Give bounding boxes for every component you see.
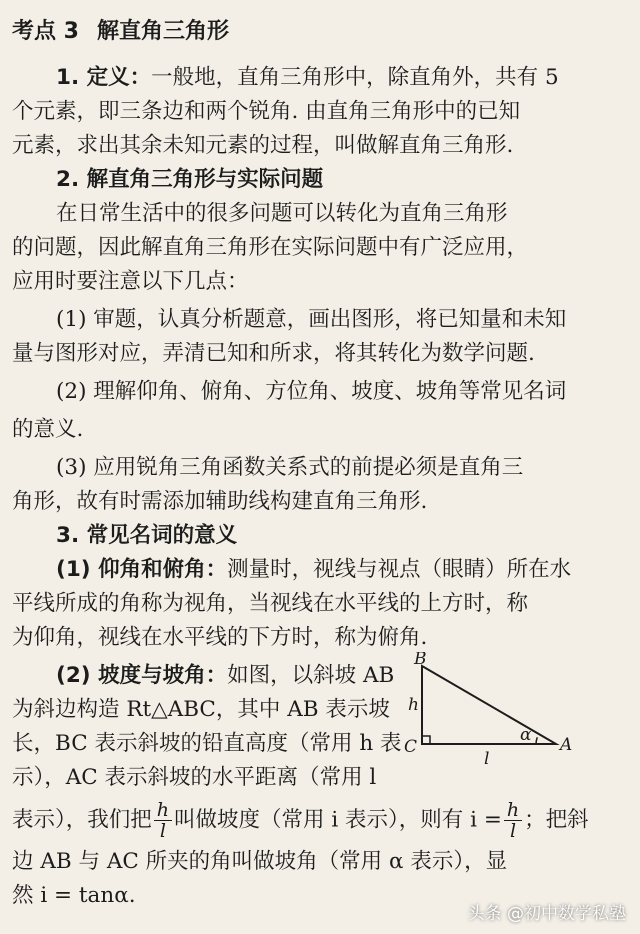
subheading-terms: 3. 常见名词的意义 [56,523,238,548]
angle-alpha-label: α [520,725,532,745]
fraction-denominator: l [159,820,166,842]
definition-text-1: 一般地，直角三角形中，除直角外，共有 5 [151,65,559,90]
definition-line-3: 元素，求出其余未知元素的过程，叫做解直角三角形. [12,133,514,158]
point-2-line-2: 的意义. [12,417,84,442]
fraction-denominator: l [509,820,517,842]
side-h-label: h [408,695,419,715]
side-l-label: l [484,749,490,769]
point-2-line-1: (2) 理解仰角、俯角、方位角、坡度、坡角等常见名词 [56,379,567,404]
subheading-practical: 2. 解直角三角形与实际问题 [56,167,324,192]
slope-fraction-2 [504,800,522,841]
angle-term-text-1: 测量时，视线与视点（眼睛）所在水 [227,557,572,582]
section-title: 解直角三角形 [96,19,229,44]
section-heading [12,16,628,48]
practical-line-2: 的问题，因此解直角三角形在实际问题中有广泛应用， [12,235,529,260]
slope-term-line-2: 为斜边构造 Rt△ABC，其中 AB 表示坡 [12,697,390,722]
point-3-line-1: (3) 应用锐角三角函数关系式的前提必须是直角三 [56,455,524,480]
section-number: 考点 3 [12,19,79,44]
slope-triangle-diagram [398,652,578,772]
practical-line-3: 应用时要注意以下几点： [12,269,249,294]
slope-text-5b: 叫做坡度（常用 i 表示），则有 i = [174,807,502,833]
angle-term-line-2: 平线所成的角称为视角，当视线在水平线的上方时，称 [12,591,529,616]
angle-term-label: (1) 仰角和俯角： [56,557,228,582]
point-1-line-1: (1) 审题，认真分析题意，画出图形，将已知量和未知 [56,307,567,332]
point-3-line-2: 角形，故有时需添加辅助线构建直角三角形. [12,489,428,514]
practical-line-1: 在日常生活中的很多问题可以转化为直角三角形 [56,201,508,226]
triangle-abc [422,666,556,744]
slope-term-line-1 [56,660,396,692]
slope-text-5c: ；把斜 [524,807,589,833]
point-1-line-2: 量与图形对应，弄清已知和所求，将其转化为数学问题. [12,341,535,366]
slope-term-line-4: 示），AC 表示斜坡的水平距离（常用 l [12,765,377,790]
slope-term-line-5 [12,800,628,841]
slope-term-line-3: 长，BC 表示斜坡的铅直高度（常用 h 表 [12,731,402,756]
slope-term-line-6: 边 AB 与 AC 所夹的角叫做坡角（常用 α 表示），显 [12,849,508,874]
fraction-numerator: h [154,800,172,821]
alpha-arc [536,737,537,744]
slope-fraction-1 [154,800,172,841]
angle-term-line-1 [56,554,628,586]
right-angle-mark [422,736,430,744]
angle-term-line-3: 为仰角，视线在水平线的下方时，称为俯角. [12,625,428,650]
definition-line-1 [56,62,628,94]
definition-label: 1. 定义： [56,65,152,90]
slope-term-label: (2) 坡度与坡角： [56,663,228,688]
slope-term-text-1: 如图，以斜坡 AB [227,663,395,688]
fraction-numerator: h [504,800,522,821]
vertex-c-label: C [404,737,418,757]
watermark: 头条 @初中数学私塾 [467,904,626,924]
vertex-a-label: A [560,735,573,755]
slope-term-line-7: 然 i = tanα. [12,883,136,908]
slope-text-5a: 表示），我们把 [12,807,152,833]
definition-line-2: 个元素，即三条边和两个锐角. 由直角三角形中的已知 [12,99,521,124]
vertex-b-label: B [414,652,427,669]
